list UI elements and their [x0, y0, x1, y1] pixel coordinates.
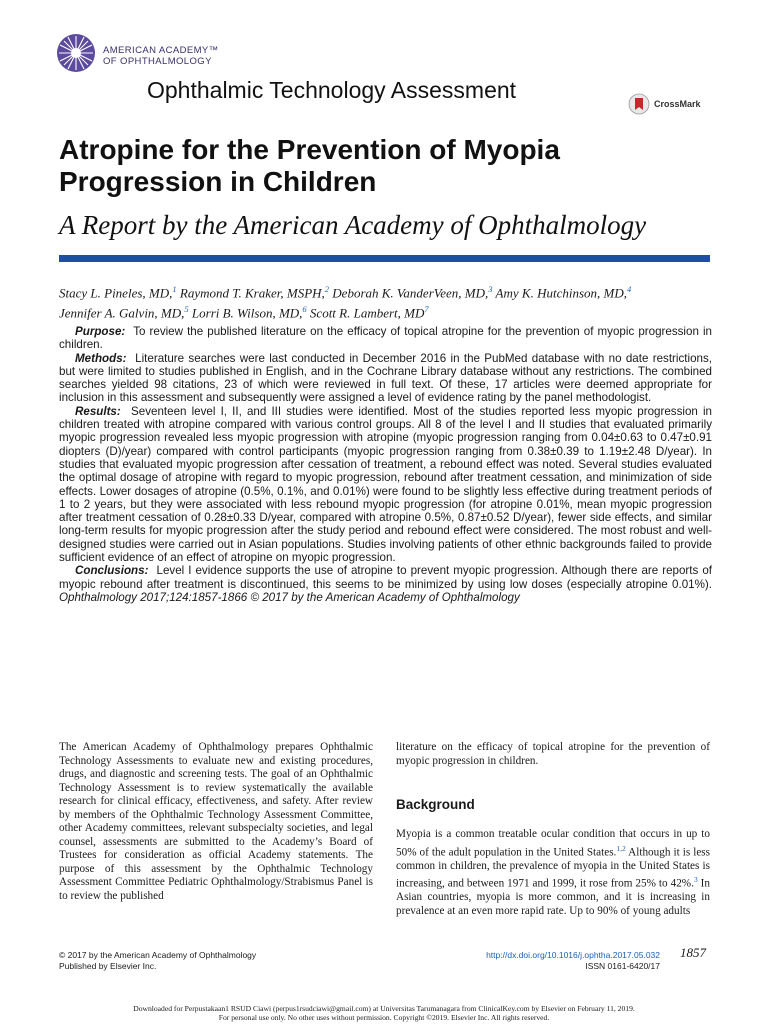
abstract-results — [59, 405, 712, 565]
reference-link[interactable]: 3 — [693, 875, 698, 885]
author-name: Jennifer A. Galvin, MD, — [59, 305, 185, 321]
author-name: Raymond T. Kraker, MSPH, — [179, 285, 325, 301]
download-notice — [0, 1004, 768, 1022]
section-heading: Ophthalmic Technology Assessment — [147, 77, 517, 103]
article-subtitle: A Report by the American Academy of Ophthalmology — [59, 210, 647, 240]
affiliation-marker[interactable]: 6 — [302, 304, 307, 315]
crossmark-label: CrossMark — [654, 99, 701, 109]
aao-logo-icon — [56, 33, 96, 73]
issn-line: ISSN 0161-6420/17 — [585, 961, 660, 971]
intro-continuation: literature on the efficacy of topical atropine for the prevention of myopic progression in children. — [396, 741, 710, 767]
abstract-purpose — [59, 325, 712, 352]
copyright-line: © 2017 by the American Academy of Ophthalmology — [59, 950, 257, 960]
affiliation-marker[interactable]: 1 — [172, 284, 177, 294]
results-label: Results: — [75, 404, 121, 418]
footer-copyright — [59, 950, 256, 972]
conclusions-text: Level I evidence supports the use of atropine to prevent myopic progression. Although there are reports of myopic rebound after treatment is discontinued, this seems to be minimized by using low doses (especially atropine 0.01%). — [59, 564, 713, 591]
conclusions-label: Conclusions: — [75, 564, 149, 578]
methods-label: Methods: — [75, 351, 127, 365]
affiliation-marker[interactable]: 2 — [324, 284, 330, 294]
purpose-text: To review the published literature on the efficacy of topical atropine for the prevention of myopic progression in children. — [59, 325, 712, 352]
publisher-line: Published by Elsevier Inc. — [59, 961, 157, 971]
intro-paragraph: The American Academy of Ophthalmology prepares Ophthalmic Technology Assessments to evaluate new and existing procedures, drugs, and diagnostic and screening tests. The goal of an Ophthalmic Technology Assessment is to review systematically the available research for clinical efficacy, effectiveness, and safety. After review by members of the Ophthalmic Technology Assessment Committee, other Academy committees, relevant subspecialty societies, and legal counsel, assessments are submitted to the Academy’s Board of Trustees for consideration as official Academy statements. The purpose of this assessment by the Ophthalmic Technology Assessment Committee Pediatric Ophthalmology/Strabismus Panel is to review the published — [59, 741, 373, 902]
author-name: Amy K. Hutchinson, MD, — [495, 285, 627, 301]
page-number: 1857 — [680, 945, 706, 960]
affiliation-marker[interactable]: 5 — [184, 304, 189, 315]
results-text: Seventeen level I, II, and III studies were identified. Most of the studies reported less myopic progression in children treated with atropine compared with various control groups. All 8 of the level I and II studies that evaluated primarily myopic progression revealed less myopic progression with atropine (myopic progression ranging from 0.04±0.63 to 0.47±0.91 diopters (D)/year) compared with control participants (myopic progression ranging from 0.38±0.39 to 1.19±2.48 D/year). In studies that evaluated myopic progression after cessation of treatment, a rebound effect was noted. Several studies evaluated the optimal dosage of atropine with regard to myopic progression, rebound after treatment cessation, and minimization of side effects. Lower dosages of atropine (0.5%, 0.1%, and 0.01%) were found to be slightly less effective during treatment periods of 1 to 2 years, but they were associated with less rebound myopic progression (for atropine 0.01%, mean myopic progression after treatment cessation of 0.28±0.33 D/year, compared with atropine 0.5%, 0.87±0.52 D/year), fewer side effects, and similar long-term results for myopic progression after the study period and rebound effect were considered. The most robust and well-designed studies were carried out in Asian populations. Studies involving patients of other ethnic backgrounds failed to provide sufficient evidence of an effect of atropine on myopic progression. — [59, 404, 712, 565]
abstract — [59, 325, 712, 604]
org-line-2: OF OPHTHALMOLOGY — [103, 56, 212, 67]
doi-link[interactable]: http://dx.doi.org/10.1016/j.ophtha.2017.05.032 — [486, 950, 660, 960]
background-heading: Background — [396, 797, 475, 812]
author-name: Lorri B. Wilson, MD, — [191, 305, 303, 321]
org-line-1: AMERICAN ACADEMY™ — [103, 45, 219, 56]
download-line-2: For personal use only. No other uses without permission. Copyright ©2019. Elsevier Inc. All rights reserved. — [218, 1013, 550, 1022]
affiliation-marker[interactable]: 7 — [424, 304, 429, 315]
crossmark-badge[interactable] — [628, 93, 701, 115]
crossmark-icon — [628, 93, 650, 115]
journal-citation: Ophthalmology 2017;124:1857-1866 © 2017 by the American Academy of Ophthalmology — [59, 590, 520, 604]
author-name: Deborah K. VanderVeen, MD, — [332, 285, 489, 301]
purpose-label: Purpose: — [75, 325, 126, 338]
affiliation-marker[interactable]: 4 — [626, 284, 632, 294]
footer-identifiers — [460, 950, 660, 972]
organization-name — [103, 45, 219, 67]
background-text-2: Although it is less common in children, the prevalence of myopia in the United States is increasing, and between 1971 and 1999, it rose from 25% to 42%. — [396, 846, 710, 890]
abstract-methods — [59, 352, 712, 405]
background-text-1: Myopia is a common treatable ocular condition that occurs in up to 50% of the adult population in the United States. — [396, 828, 710, 859]
abstract-conclusions — [59, 564, 712, 604]
article-title: Atropine for the Prevention of Myopia Progression in Children — [59, 134, 560, 197]
methods-text: Literature searches were last conducted in December 2016 in the PubMed database with no date restrictions, but were limited to studies published in English, and in the Cochrane Library database without any restrictions. The combined searches yielded 98 citations, 23 of which were reviewed in full text. Of these, 17 articles were deemed appropriate for inclusion in this assessment and subsequently were assigned a level of evidence rating by the panel methodologist. — [59, 351, 712, 405]
background-paragraph — [396, 828, 710, 918]
affiliation-marker[interactable]: 3 — [488, 284, 493, 294]
background-text-3: In Asian countries, myopia is more common, and it is increasing in prevalence at an even more rapid rate. Up to 90% of young adults — [396, 877, 710, 917]
author-name: Stacy L. Pineles, MD, — [59, 285, 173, 301]
title-divider — [59, 255, 710, 262]
author-name: Scott R. Lambert, MD — [309, 305, 425, 321]
reference-link[interactable]: 1,2 — [616, 843, 626, 853]
author-list — [59, 281, 719, 322]
download-line-1: Downloaded for Perpustakaan1 RSUD Ciawi (perpus1rsudciawi@gmail.com) at Universitas Tarumanagara from ClinicalKey.com by Elsevier on February 11, 2019. — [133, 1004, 635, 1013]
